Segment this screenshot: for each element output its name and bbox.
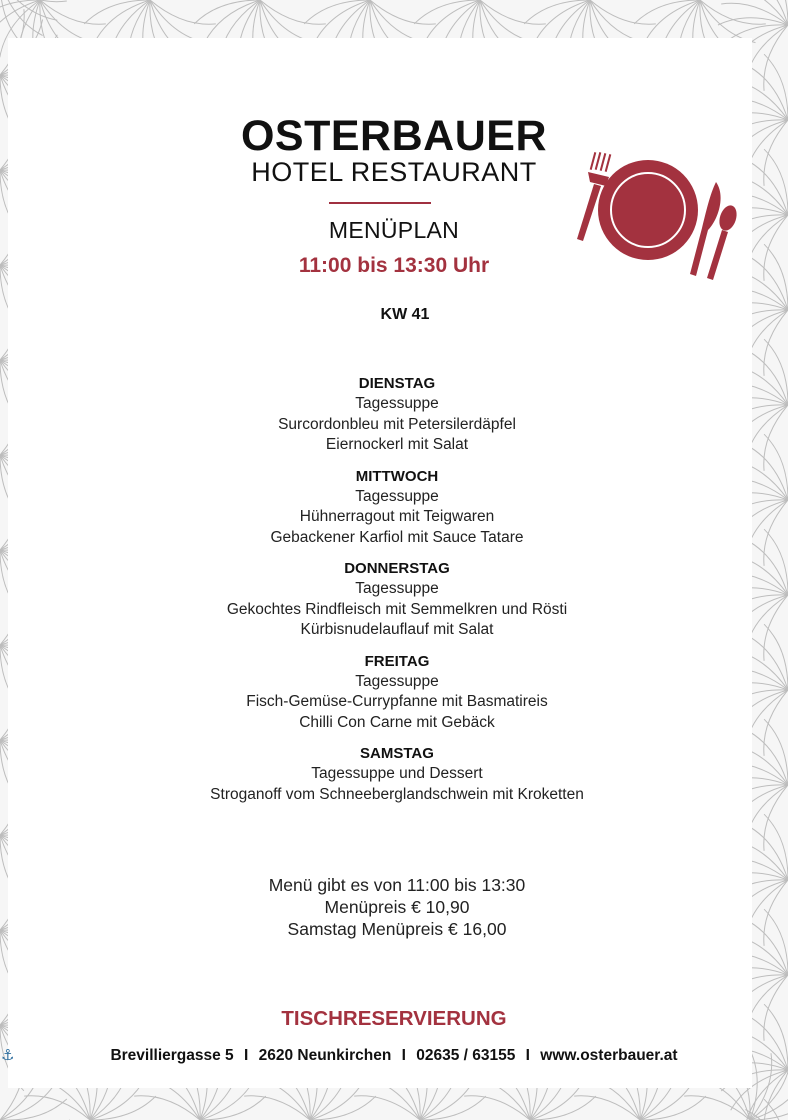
separator: I: [401, 1047, 406, 1064]
table-reservation-heading: TISCHRESERVIERUNG: [281, 1007, 507, 1030]
city: 2620 Neunkirchen: [258, 1047, 392, 1064]
day-block-freitag: [94, 651, 700, 734]
dish: Gebackener Karfiol mit Sauce Tatare: [270, 528, 524, 546]
leaf-stroke: [244, 1096, 310, 1120]
website-link[interactable]: www.osterbauer.at: [540, 1047, 678, 1064]
leaf-stroke: [590, 0, 656, 24]
leaf-stroke: [134, 1096, 200, 1120]
calendar-week: KW 41: [380, 306, 430, 323]
leaf-stroke: [354, 1096, 420, 1120]
dish: Stroganoff vom Schneeberglandschwein mit Kroketten: [210, 785, 584, 803]
leaf-stroke: [745, 0, 788, 25]
day-name: DIENSTAG: [358, 375, 436, 392]
anchor-icon: ⚓: [1, 1047, 15, 1064]
day-block-dienstag: [94, 373, 700, 456]
price-info: [94, 874, 700, 940]
day-block-mittwoch: [94, 466, 700, 549]
contact-footer: [0, 1045, 788, 1067]
dish: Chilli Con Carne mit Gebäck: [299, 713, 495, 731]
address: Brevilliergasse 5: [110, 1047, 234, 1064]
menu-plan-heading: MENÜPLAN: [328, 217, 460, 243]
dish: Fisch-Gemüse-Currypfanne mit Basmatireis: [246, 693, 548, 710]
separator: I: [525, 1047, 530, 1064]
dish: Gekochtes Rindfleisch mit Semmelkren und Rösti: [226, 600, 568, 618]
dish: Eiernockerl mit Salat: [325, 436, 469, 453]
dish: Tagessuppe: [355, 487, 439, 505]
plate-icon: [598, 160, 698, 260]
brand-title: OSTERBAUER: [240, 112, 548, 160]
day-name: SAMSTAG: [360, 745, 434, 762]
day-block-donnerstag: [94, 558, 700, 641]
title-divider: [329, 202, 431, 204]
day-name: DONNERSTAG: [344, 560, 450, 577]
menu-time-note: Menü gibt es von 11:00 bis 13:30: [268, 875, 526, 895]
separator: I: [243, 1047, 249, 1064]
dish: Surcordonbleu mit Petersilerdäpfel: [278, 415, 516, 433]
dish: Tagessuppe: [355, 672, 439, 690]
day-block-samstag: [94, 743, 700, 805]
leaf-stroke: [40, 0, 106, 24]
opening-hours: 11:00 bis 13:30 Uhr: [298, 254, 490, 277]
leaf-stroke: [260, 0, 326, 24]
leaf-stroke: [464, 1096, 530, 1120]
day-name: MITTWOCH: [355, 467, 439, 485]
leaf-stroke: [150, 0, 216, 24]
plate-fork-knife-spoon-icon: [570, 146, 742, 282]
day-name: FREITAG: [364, 652, 430, 670]
leaf-stroke: [480, 0, 546, 24]
dish: Tagessuppe: [355, 580, 439, 597]
dish: Tagessuppe und Dessert: [311, 765, 483, 782]
dish: Kürbisnudelauflauf mit Salat: [300, 621, 494, 638]
brand-subtitle: HOTEL RESTAURANT: [251, 157, 537, 187]
daily-menu-list: [94, 373, 700, 815]
dish: Tagessuppe: [355, 395, 439, 412]
saturday-menu-price: Samstag Menüpreis € 16,00: [287, 919, 507, 939]
phone-number[interactable]: 02635 / 63155: [416, 1047, 516, 1064]
leaf-stroke: [684, 1096, 750, 1120]
menu-price: Menüpreis € 10,90: [324, 897, 470, 917]
leaf-stroke: [574, 1096, 640, 1120]
dish: Hühnerragout mit Teigwaren: [299, 508, 495, 525]
leaf-stroke: [370, 0, 436, 24]
